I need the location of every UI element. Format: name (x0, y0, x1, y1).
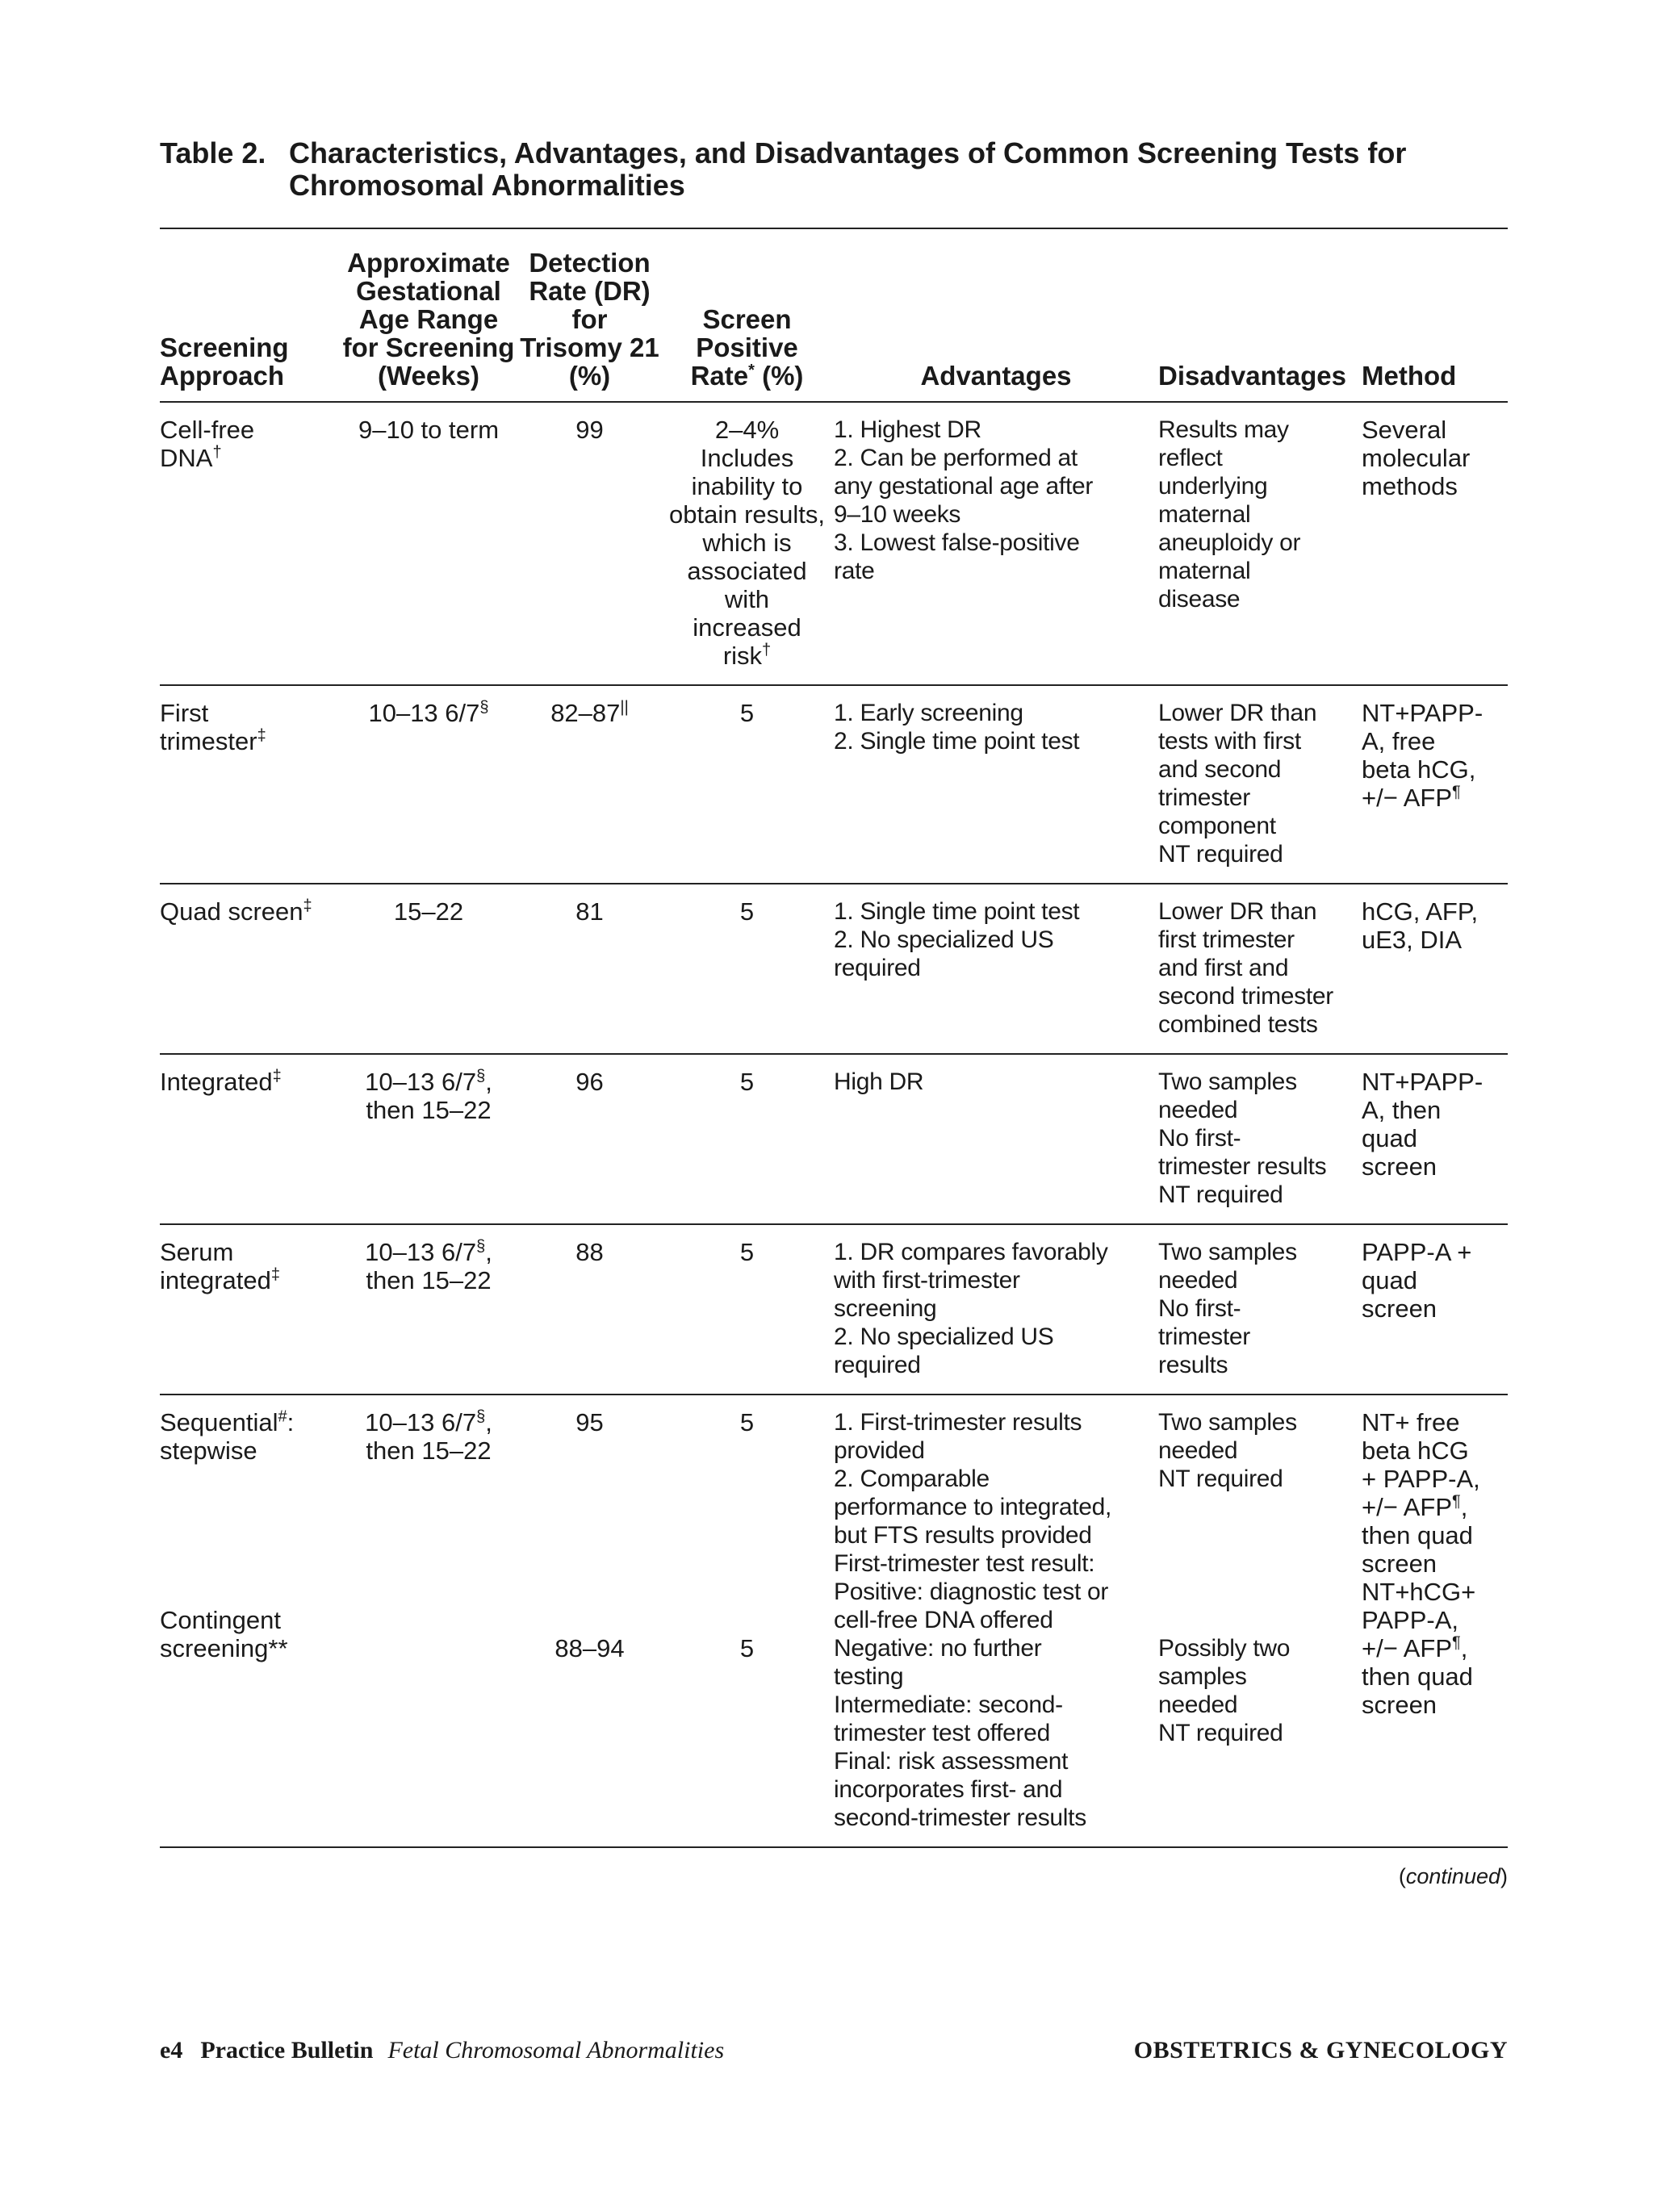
table-page (160, 137, 1508, 1889)
cell-spr: 5 (660, 1054, 834, 1224)
cell-disadvantages: Two samples needed No first- trimester results (1158, 1224, 1362, 1395)
cell-advantages: High DR (834, 1054, 1158, 1224)
continued-note: (continued) (1398, 1864, 1508, 1888)
header-disadvantages: Disadvantages (1158, 229, 1362, 402)
cell-disadvantages-contingent: Possibly two samples needed NT required (1158, 1635, 1291, 1746)
cell-ga: 10–13 6/7§, then 15–22 (338, 1054, 519, 1224)
table-header-row (160, 229, 1508, 402)
cell-advantages: 1. Single time point test 2. No specialized US required (834, 884, 1158, 1054)
table-row (160, 1054, 1508, 1224)
table-row (160, 402, 1508, 685)
cell-spr-contingent: 5 (739, 1634, 755, 1662)
cell-approach: Serum integrated‡ (160, 1224, 338, 1395)
cell-dr: 95 88–94 (519, 1395, 660, 1847)
cell-approach: Cell-free DNA† (160, 402, 338, 685)
footer-topic: Fetal Chromosomal Abnormalities (387, 2037, 725, 2064)
cell-ga: 10–13 6/7§ (338, 685, 519, 884)
cell-advantages: 1. DR compares favorably with first-trimester screening 2. No specialized US required (834, 1224, 1158, 1395)
cell-approach-contingent: Contingent screening** (160, 1606, 288, 1662)
cell-spr: 5 5 (660, 1395, 834, 1847)
cell-ga: 15–22 (338, 884, 519, 1054)
cell-dr: 99 (519, 402, 660, 685)
header-detection-rate: Detection Rate (DR) for Trisomy 21 (%) (519, 229, 660, 402)
cell-approach: First trimester‡ (160, 685, 338, 884)
cell-dr: 81 (519, 884, 660, 1054)
table-row (160, 884, 1508, 1054)
header-advantages: Advantages (834, 229, 1158, 402)
footer-section: Practice Bulletin (200, 2037, 374, 2064)
cell-disadvantages: Lower DR than first trimester and first and second trimester combined tests (1158, 884, 1362, 1054)
cell-disadvantages: Two samples needed No first- trimester results NT required (1158, 1054, 1362, 1224)
cell-method: NT+PAPP- A, free beta hCG, +/− AFP¶ (1362, 685, 1508, 884)
cell-advantages: 1. Early screening 2. Single time point test (834, 685, 1158, 884)
header-ga-range: Approximate Gestational Age Range for Screening (Weeks) (338, 229, 519, 402)
cell-dr: 88 (519, 1224, 660, 1395)
table-title-text: Characteristics, Advantages, and Disadvantages of Common Screening Tests for Chromosomal Abnormalities (289, 136, 1407, 202)
cell-approach: Quad screen‡ (160, 884, 338, 1054)
cell-spr: 5 (660, 685, 834, 884)
cell-approach: Sequential#: stepwise Contingent screening** (160, 1395, 338, 1847)
cell-method: NT+PAPP- A, then quad screen (1362, 1054, 1508, 1224)
cell-method: NT+ free beta hCG + PAPP-A, +/− AFP¶, then quad screen NT+hCG+ PAPP-A, +/− AFP¶, then quad screen (1362, 1395, 1508, 1847)
cell-spr: 5 (660, 884, 834, 1054)
cell-ga: 9–10 to term (338, 402, 519, 685)
table-title (160, 137, 1508, 202)
cell-method: hCG, AFP, uE3, DIA (1362, 884, 1508, 1054)
cell-dr: 82–87|| (519, 685, 660, 884)
cell-disadvantages: Lower DR than tests with first and second trimester component NT required (1158, 685, 1362, 884)
cell-advantages: 1. Highest DR 2. Can be performed at any gestational age after 9–10 weeks 3. Lowest false-positive rate (834, 402, 1158, 685)
table-row-sequential (160, 1395, 1508, 1847)
page-footer (160, 2037, 1508, 2064)
cell-disadvantages: Two samples needed NT required Possibly two samples needed NT required (1158, 1395, 1362, 1847)
header-approach: Screening Approach (160, 229, 338, 402)
cell-advantages: 1. First-trimester results provided 2. Comparable performance to integrated, but FTS results provided First-trimester test result: Positive: diagnostic test or cell-free DNA offered Negative: no further testing Intermediate: second- trimester test offered Final: risk assessment incorporates first- and second-trimester results (834, 1395, 1158, 1847)
page-number: e4 (160, 2037, 183, 2064)
cell-spr: 2–4% Includes inability to obtain results, which is associated with increased risk† (660, 402, 834, 685)
cell-spr: 5 (660, 1224, 834, 1395)
screening-table (160, 229, 1508, 1848)
cell-ga: 10–13 6/7§, then 15–22 (338, 1224, 519, 1395)
header-screen-positive-rate: Screen Positive Rate* (%) (660, 229, 834, 402)
cell-dr-contingent: 88–94 (554, 1634, 625, 1662)
cell-method: PAPP-A + quad screen (1362, 1224, 1508, 1395)
footer-journal: OBSTETRICS & GYNECOLOGY (1133, 2037, 1508, 2064)
cell-method: Several molecular methods (1362, 402, 1508, 685)
header-method: Method (1362, 229, 1508, 402)
table-row (160, 1224, 1508, 1395)
cell-dr: 96 (519, 1054, 660, 1224)
table-row (160, 685, 1508, 884)
cell-approach: Integrated‡ (160, 1054, 338, 1224)
table-label: Table 2. (160, 136, 266, 169)
cell-ga: 10–13 6/7§, then 15–22 (338, 1395, 519, 1847)
cell-disadvantages: Results may reflect underlying maternal aneuploidy or maternal disease (1158, 402, 1362, 685)
